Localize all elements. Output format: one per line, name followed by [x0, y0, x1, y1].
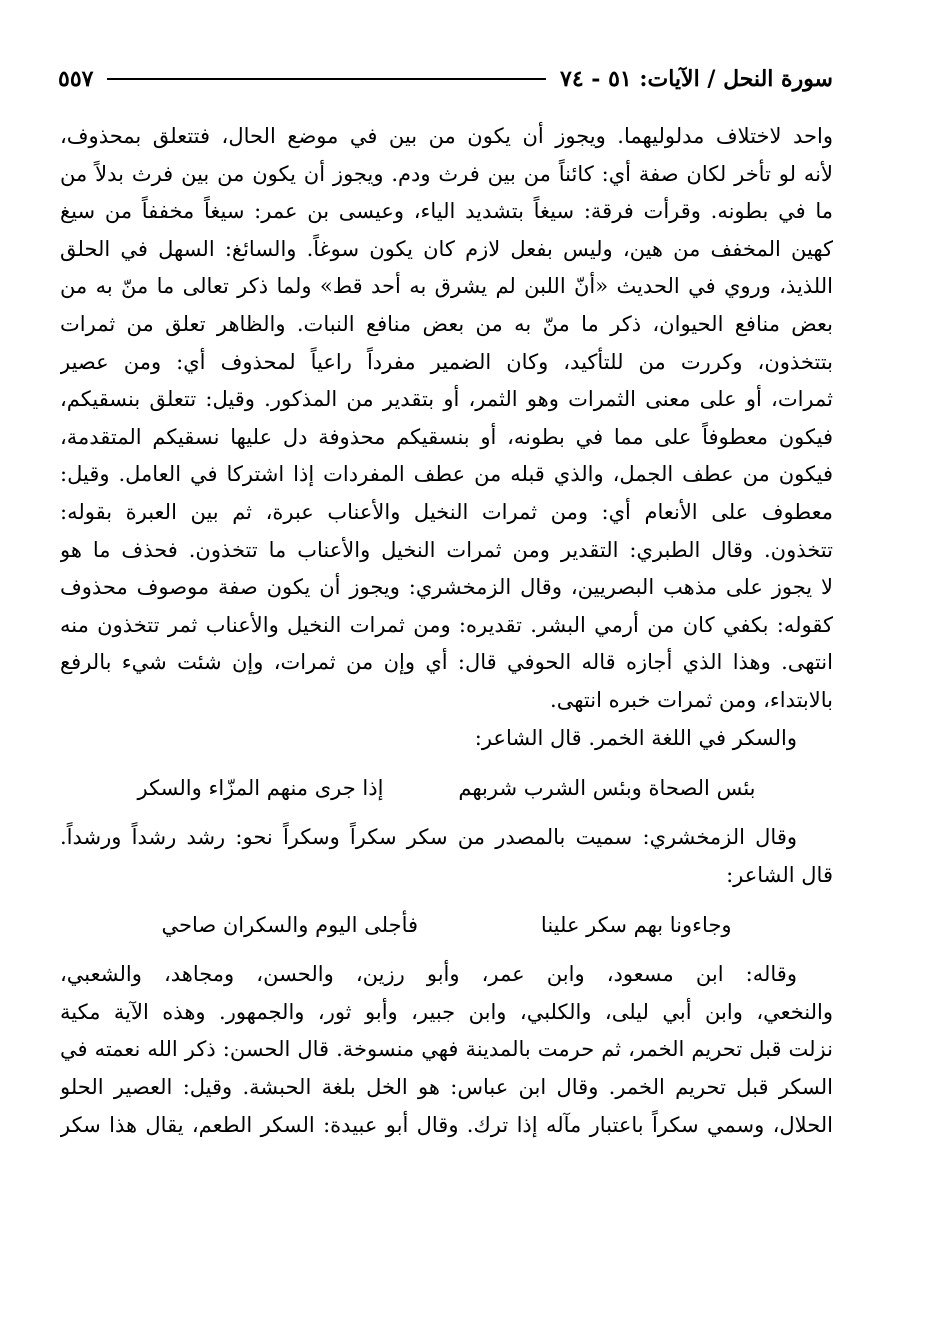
paragraph-2: والسكر في اللغة الخمر. قال الشاعر: — [474, 725, 797, 750]
verse-first-hemistich: وجاءونا بهم سكر علينا — [540, 913, 732, 938]
text-line: كهين المخفف من هين، وليس بفعل لازم كان يكون سوغاً. والسائغ: السهل في الحلق — [60, 236, 833, 261]
page-number: ٥٥٧ — [58, 66, 94, 92]
text-line: بتتخذون، وكررت من للتأكيد، وكان الضمير مفرداً راعياً لمحذوف أي: ومن عصير — [60, 349, 833, 374]
paragraph-1 — [60, 118, 833, 720]
text-line: بعض منافع الحيوان، ذكر ما منّ به من بعض منافع النبات. والظاهر تعلق من ثمرات — [60, 311, 833, 336]
verse-first-hemistich: بئس الصحاة وبئس الشرب شربهم — [458, 776, 756, 801]
text-line: وقاله: ابن مسعود، وابن عمر، وأبو رزين، والحسن، ومجاهد، والشعبي، — [60, 962, 797, 987]
page-body — [60, 118, 833, 1144]
header-rule — [107, 78, 546, 80]
text-line: تتخذون. وقال الطبري: التقدير ومن ثمرات النخيل والأعناب ما تتخذون. فحذف ما هو — [60, 537, 833, 562]
text-line: لا يجوز على مذهب البصريين، وقال الزمخشري: ويجوز أن يكون صفة موصوف محذوف — [60, 575, 833, 600]
text-line: السكر قبل تحريم الخمر. وقال ابن عباس: هو الخل بلغة الحبشة. وقيل: العصير الحلو — [60, 1075, 833, 1100]
text-line: فيكون معطوفاً على مما في بطونه، أو بنسقيكم محذوفة دل عليها نسقيكم المتقدمة، — [60, 424, 833, 449]
verse-second-hemistich: فأجلى اليوم والسكران صاحي — [161, 913, 419, 938]
paragraph-4 — [60, 956, 833, 1144]
text-line: ما في بطونه. وقرأت فرقة: سيغاً بتشديد الياء، وعيسى بن عمر: سيغاً مخففاً من سيغ — [60, 199, 833, 224]
text-line: الحلال، وسمي سكراً باعتبار مآله إذا ترك. وقال أبو عبيدة: السكر الطعم، يقال هذا سكر — [60, 1112, 833, 1137]
text-line: لأنه لو تأخر لكان صفة أي: كائناً من بين فرث ودم. ويجوز أن يكون من بين فرث بدلاً من — [60, 161, 833, 186]
text-line: اللذيذ، وروي في الحديث «أنّ اللبن لم يشرق به أحد قط» ولما ذكر تعالى ما منّ به من — [60, 274, 833, 299]
text-line: قال الشاعر: — [726, 862, 833, 887]
text-line: واحد لاختلاف مدلوليهما. ويجوز أن يكون من بين في موضع الحال، فتتعلق بمحذوف، — [60, 124, 833, 148]
verse-second-hemistich: إذا جرى منهم المزّاء والسكر — [137, 776, 384, 801]
text-line: كقوله: بكفي كان من أرمي البشر. تقديره: ومن ثمرات النخيل والأعناب ثمر تتخذون منه — [60, 612, 833, 637]
text-line: والنخعي، وابن أبي ليلى، والكلبي، وابن جبير، وأبو ثور، والجمهور. وهذه الآية مكية — [60, 999, 833, 1024]
poetry-verse-2 — [60, 894, 833, 956]
text-line: ثمرات، أو على معنى الثمرات وهو الثمر، أو بتقدير من المذكور. وقيل: تتعلق بنسقيكم، — [60, 387, 833, 412]
text-line: وقال الزمخشري: سميت بالمصدر من سكر سكراً وسكراً نحو: رشد رشداً ورشداً. — [60, 825, 797, 850]
poetry-verse-1 — [60, 757, 833, 819]
running-title: سورة النحل / الآيات: ٥١ - ٧٤ — [560, 66, 833, 92]
text-line: فيكون من عطف الجمل، والذي قبله من عطف المفردات إذا اشتركا في العامل. وقيل: — [60, 462, 833, 487]
text-line: بالابتداء، ومن ثمرات خبره انتهى. — [550, 687, 833, 712]
text-line: انتهى. وهذا الذي أجازه قاله الحوفي قال: أي وإن من ثمرات، وإن شئت شيء بالرفع — [60, 650, 833, 675]
page-header — [58, 62, 833, 96]
paragraph-3 — [60, 819, 833, 894]
text-line: نزلت قبل تحريم الخمر، ثم حرمت بالمدينة فهي منسوخة. قال الحسن: ذكر الله نعمته في — [60, 1037, 833, 1062]
text-line: معطوف على الأنعام أي: ومن ثمرات النخيل والأعناب عبرة، ثم بين العبرة بقوله: — [60, 499, 833, 524]
